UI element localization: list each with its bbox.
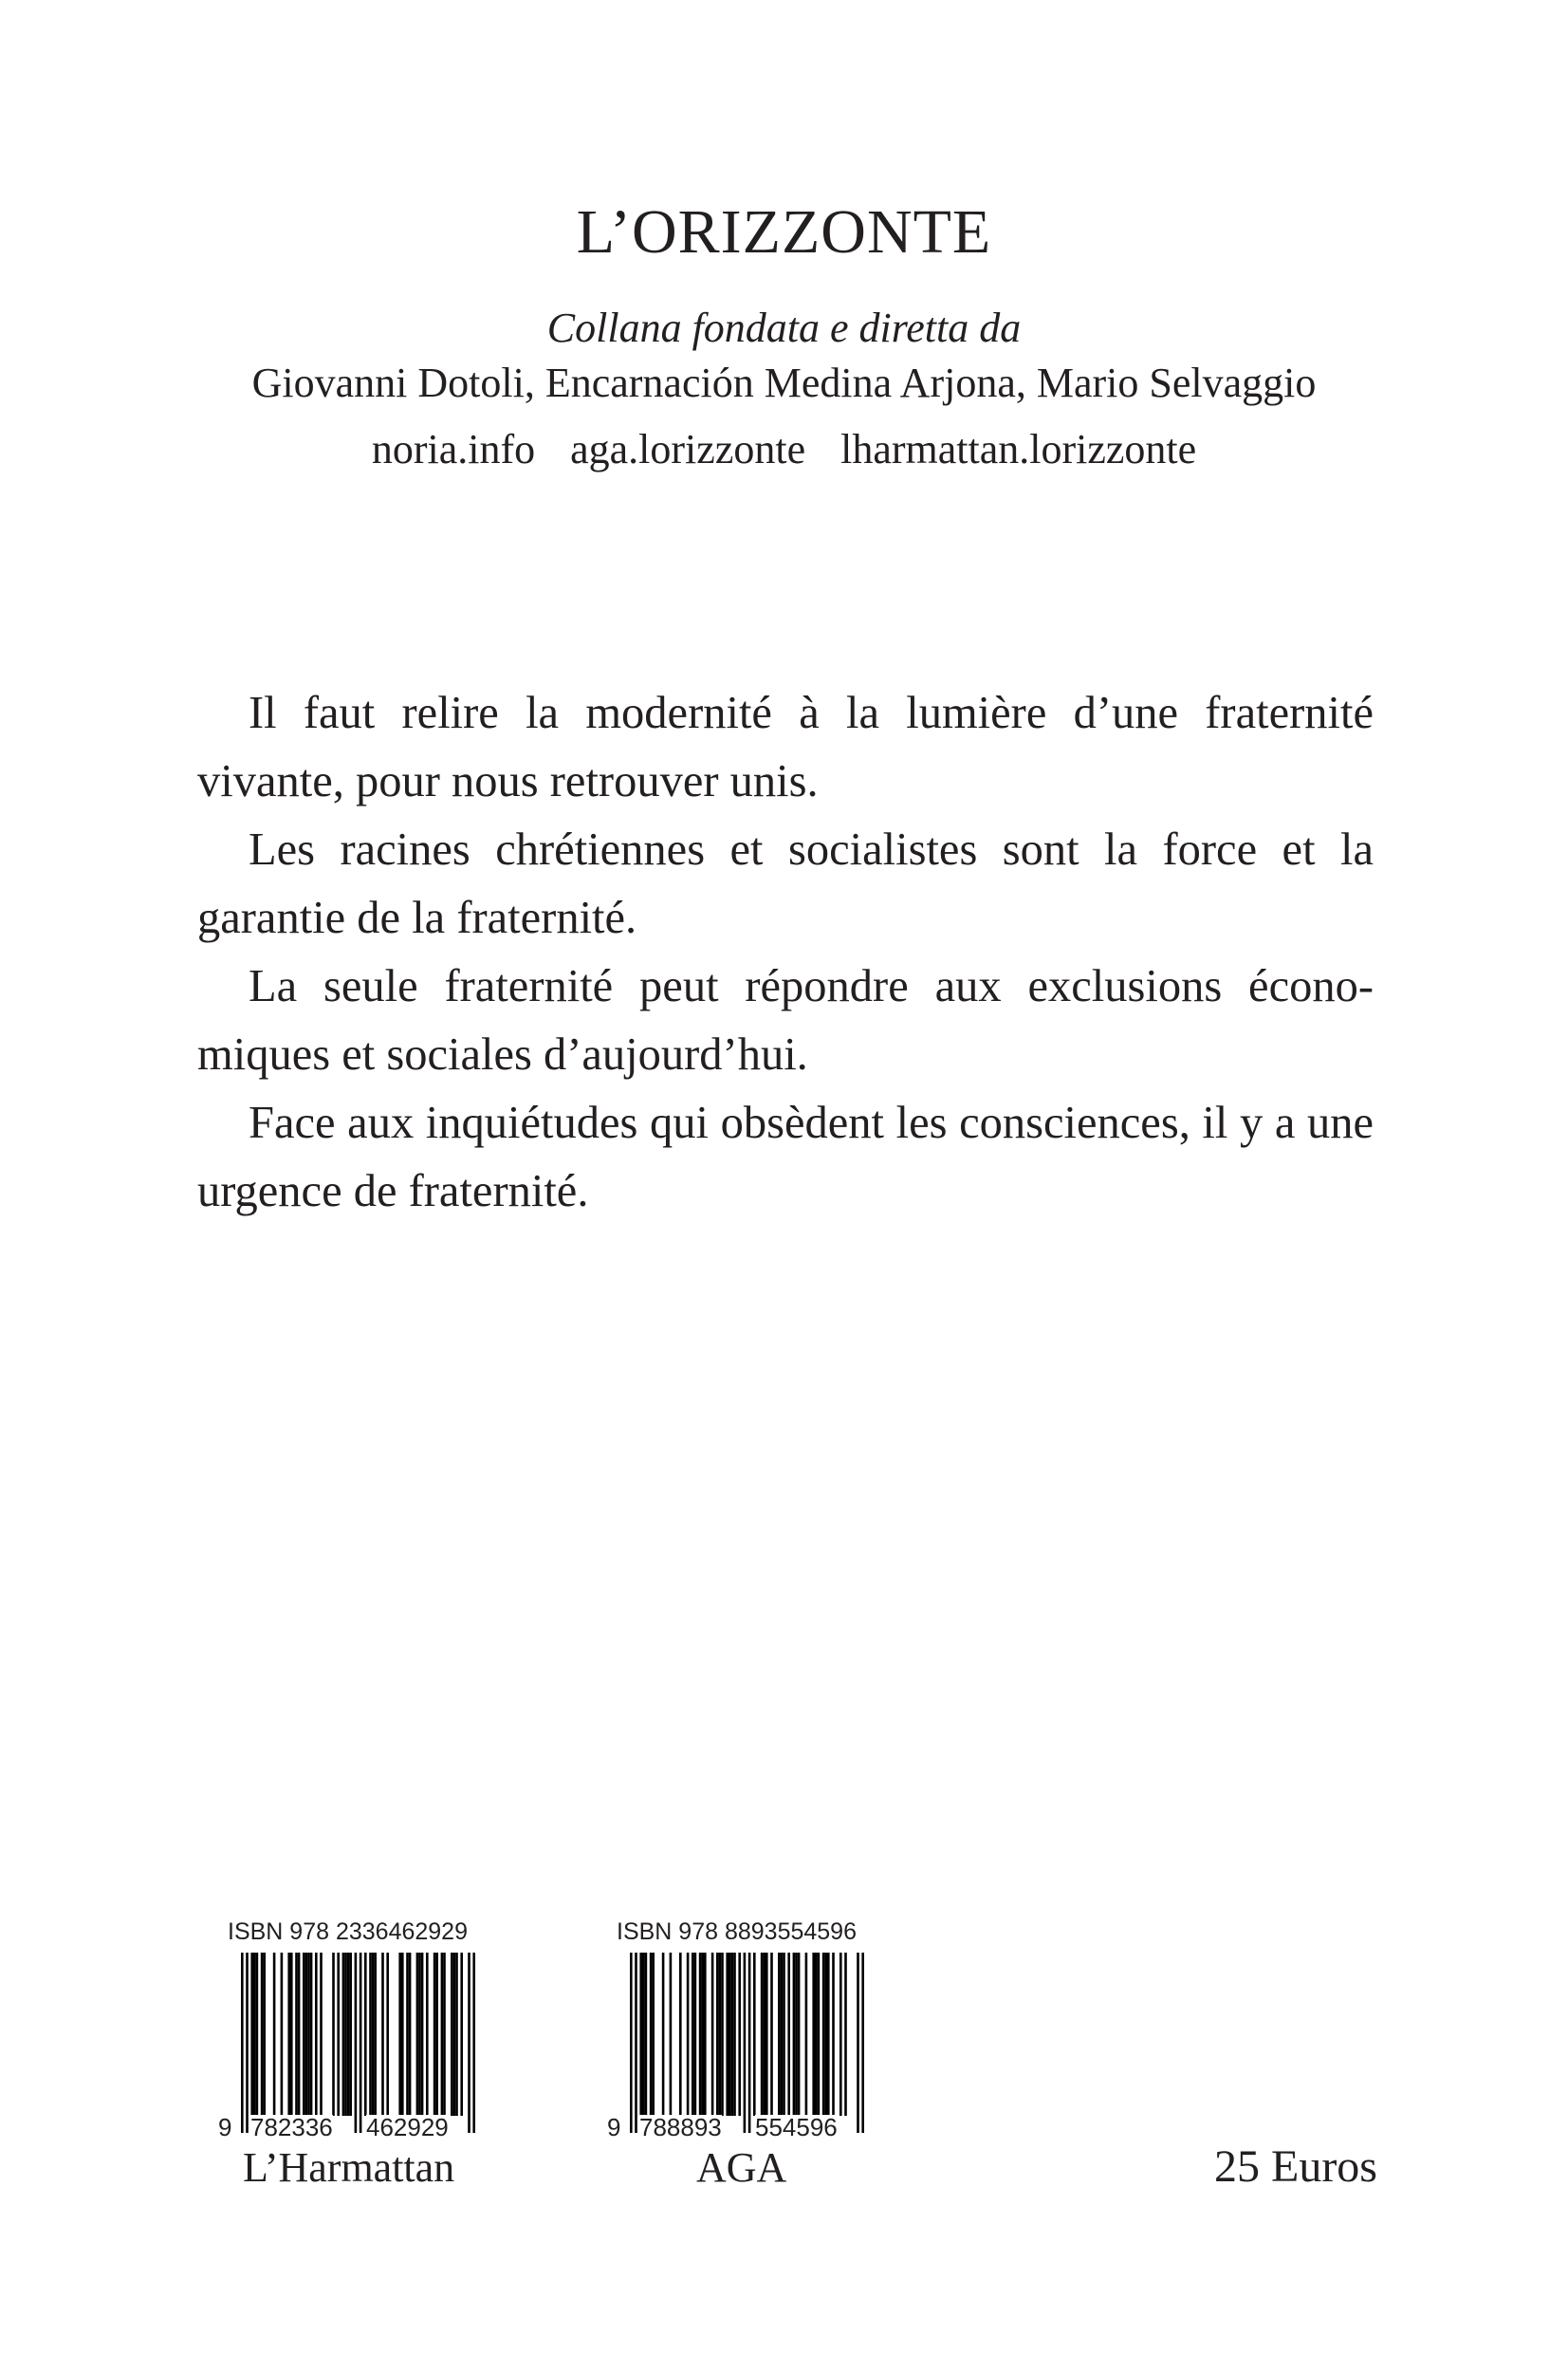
barcode-bar [401,1953,404,2116]
barcode-bar [261,1953,264,2116]
barcode-bar [662,1953,665,2116]
barcode-bar [355,1953,358,2133]
barcode-bar [733,1953,736,2116]
barcode-bar [793,1953,796,2116]
barcode-bar [795,1953,798,2116]
barcode-bar [398,1953,401,2116]
barcode-block-harmattan [218,1920,503,2177]
barcode-bar [298,1953,301,2116]
barcode-bar [687,1953,690,2116]
barcode-bar [650,1953,653,2116]
barcode-bar [729,1953,731,2116]
link-noria: noria.info [371,426,536,472]
barcode-bar [441,1953,444,2116]
series-directors: Giovanni Dotoli, Encarnación Medina Arjona, Mario Selvaggio [251,360,1317,406]
barcode-bar [827,1953,830,2116]
series-subtitle: Collana fondata e diretta da [546,305,1022,351]
barcode-bar [798,1953,801,2116]
barcode-bar [787,1953,790,2116]
barcode-bar [748,1953,751,2133]
barcode-bar [418,1953,421,2116]
barcode-bar [369,1953,372,2116]
barcode-bar [372,1953,375,2116]
barcode-bar [344,1953,347,2116]
barcode-bar [364,1953,367,2116]
barcode-bar [861,1953,864,2133]
barcode-bar [307,1953,310,2116]
series-title: L’ORIZZONTE [576,197,992,267]
barcode-bar [453,1953,456,2116]
barcode-bar [246,1953,249,2133]
barcode-bar [711,1953,714,2116]
barcode-block-aga [607,1920,892,2177]
barcode-bar [857,1953,859,2133]
barcode-digit-lead: 9 [218,2113,232,2141]
barcode-bar [347,1953,350,2116]
barcode-bar [250,1953,253,2116]
barcode-bar [744,1953,747,2133]
barcode-bar [290,1953,293,2116]
barcode-bar [716,1953,719,2116]
barcode-bar [694,1953,697,2116]
barcode-bar [824,1953,827,2116]
barcode-bar [381,1953,384,2116]
barcode-bar [320,1953,323,2116]
barcode-bar [273,1953,276,2116]
barcode-bar [443,1953,446,2116]
barcode-digit-lead: 9 [607,2113,621,2141]
barcode-bar [783,1953,785,2116]
barcode-bar [386,1953,389,2116]
barcode-bar [818,1953,821,2116]
barcode-bar [468,1953,470,2133]
barcode-bar [310,1953,313,2116]
barcode-bar [822,1953,825,2116]
price: 25 Euros [1214,2141,1377,2192]
barcode-bar [295,1953,298,2116]
barcode-bar [645,1953,648,2116]
barcode-bar [839,1953,842,2116]
barcode-bar [701,1953,704,2116]
blurb-paragraph: La seule fraternité peut répondre aux exclusions économiques et sociales d’aujourd’hui. [197,961,1374,1080]
barcode-bar [805,1953,808,2116]
barcode-bar [451,1953,453,2116]
barcode-bar [719,1953,722,2116]
barcode-bar [670,1953,673,2116]
barcode-bar [406,1953,409,2116]
barcode-bar [844,1953,847,2116]
series-links [0,426,1568,472]
barcode-bar [692,1953,694,2116]
barcode-bar [472,1953,475,2133]
barcode-bar [409,1953,412,2116]
barcode-bar [281,1953,284,2116]
barcode-bar [241,1953,244,2133]
barcode-digits-left: 782336 [250,2113,333,2141]
barcode-bar [455,1953,458,2116]
barcode-bar [315,1953,318,2116]
barcode-bar [460,1953,463,2116]
barcode-bar [421,1953,424,2116]
barcode-digits-left: 788893 [639,2113,722,2141]
barcode-bar [704,1953,707,2116]
barcode-bar [342,1953,345,2116]
barcode-bar [426,1953,429,2116]
barcode-bar [778,1953,781,2116]
barcode-bar [435,1953,438,2116]
barcode-bar [349,1953,352,2116]
barcode-bar [761,1953,764,2116]
barcode-bar [766,1953,768,2116]
barcode-bar [652,1953,655,2116]
publisher-harmattan: L’Harmattan [243,2144,455,2191]
blurb-paragraph: Face aux inquiétudes qui obsèdent les consciences, il y a une urgence de fraternité. [197,1098,1374,1216]
isbn-label: ISBN 978 2336462929 [228,1918,468,1945]
barcode-digits-right: 462929 [366,2113,449,2141]
isbn-label: ISBN 978 8893554596 [617,1918,857,1945]
barcode-bar [679,1953,682,2116]
blurb-paragraph: Les racines chrétiennes et socialistes sont la force et la garantie de la fraternité. [197,824,1374,943]
barcode-bar [263,1953,266,2116]
barcode-bar [303,1953,305,2116]
barcode-bar [635,1953,637,2133]
barcode-bar [337,1953,340,2116]
barcode-bar [639,1953,642,2116]
barcode-bar [374,1953,377,2116]
barcode-bar [642,1953,645,2116]
barcode-bar [699,1953,702,2116]
barcode-bar [416,1953,419,2116]
barcode-bar [763,1953,766,2116]
barcode-bar [753,1953,756,2116]
barcode-bar [832,1953,835,2116]
barcode-bar [721,1953,724,2116]
barcode-bar [770,1953,773,2116]
barcode-bar [726,1953,729,2116]
barcode-bar [360,1953,362,2133]
barcode-bar [781,1953,784,2116]
barcode-bar [630,1953,633,2133]
barcode-bar [253,1953,256,2116]
barcode-bar [731,1953,734,2116]
barcode-bar [815,1953,818,2116]
barcode-bar [256,1953,259,2116]
barcode-bar [305,1953,308,2116]
blurb-paragraph: Il faut relire la modernité à la lumière d’une fraternité vivante, pour nous retrouver unis. [197,688,1374,806]
barcode-bar [738,1953,741,2116]
publisher-aga: AGA [696,2144,787,2191]
barcode-bar [434,1953,436,2116]
barcode-digits-right: 554596 [755,2113,838,2141]
link-lharmattan: lharmattan.lorizzonte [840,426,1197,472]
barcode-bar [332,1953,335,2116]
back-cover-blurb [197,679,1374,1226]
barcode-bar [287,1953,290,2116]
link-aga: aga.lorizzonte [570,426,806,472]
barcode-bar [812,1953,815,2116]
